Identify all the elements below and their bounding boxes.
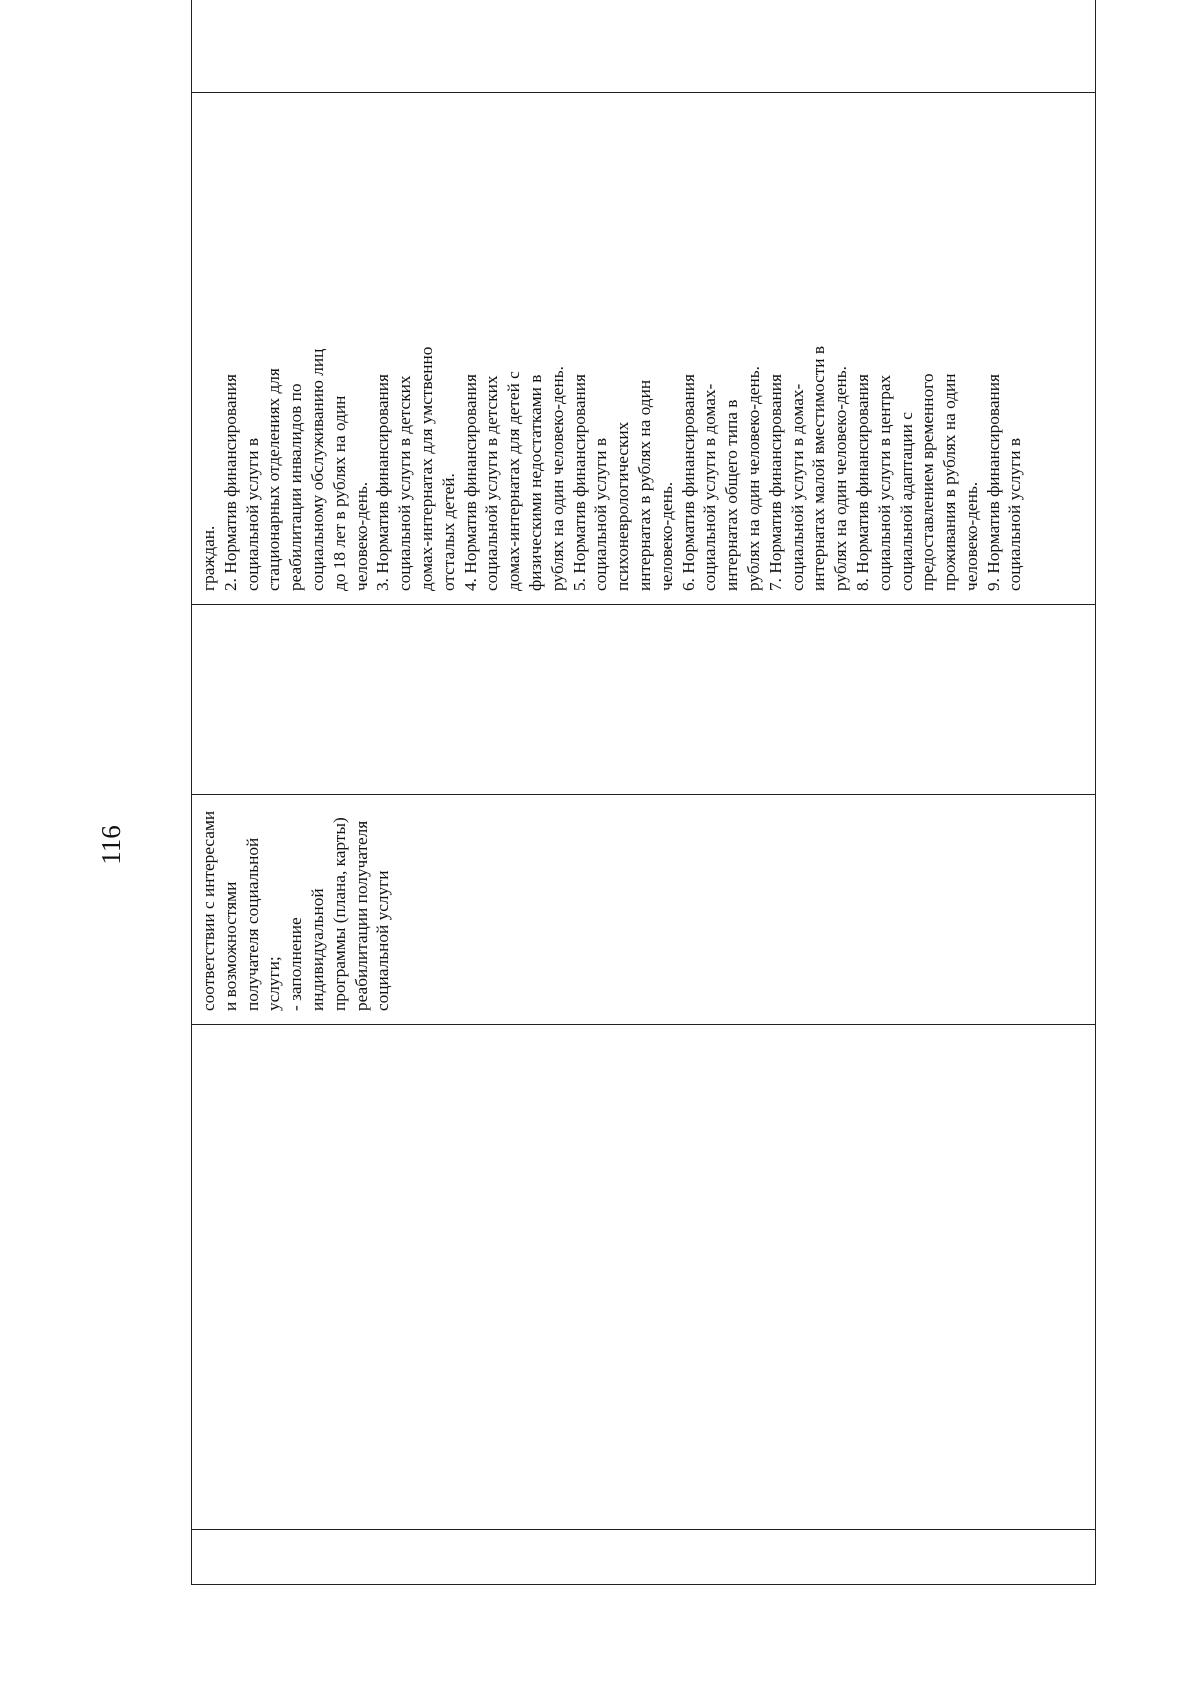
cell-text-financing-standards: граждан. 2. Норматив финансирования социальной услуги в стационарных отделениях для реабилитации инвалидов по социальному обслуживанию лиц до 18 лет в рублях на один человеко-день. 3. Норматив финансирования социальной услуги в детских домах-интернатах для умственно отсталых детей. 4. Норматив финансирования социальной услуги в детских домах-интернатах для детей с физическими недостатками в рублях на один человеко-день. 5. Норматив финансирования социальной услуги в психоневрологических интернатах в рублях на один человеко-день. 6. Норматив финансирования социальной услуги в домах- интернатах общего типа в рублях на один человеко-день. 7. Норматив финансирования социальной услуги в домах- интернатах малой вместимости в рублях на один человеко-день. 8. Норматив финансирования социальной услуги в центрах социальной адаптации с предоставлением временного проживания в рублях на один человеко-день. 9. Норматив финансирования социальной услуги в	[199, 345, 1025, 591]
table-row	[192, 0, 1096, 1585]
table-cell-service-description	[192, 795, 1096, 1025]
table-cell-financing-standards	[192, 93, 1096, 605]
table-cell-service-timing	[192, 605, 1096, 795]
table-cell-service-name	[192, 1025, 1096, 1530]
table-container	[191, 47, 1096, 1585]
standards-table	[191, 0, 1096, 1585]
page-number: 116	[96, 825, 126, 865]
cell-text-service-description: соответствии с интересами и возможностями получателя социальной услуги; - заполнение индивидуальной программы (плана, карты) реабилитации получателя социальной услуги	[199, 810, 393, 1011]
table-cell-conditions	[192, 0, 1096, 93]
table-cell-number	[192, 1530, 1096, 1585]
